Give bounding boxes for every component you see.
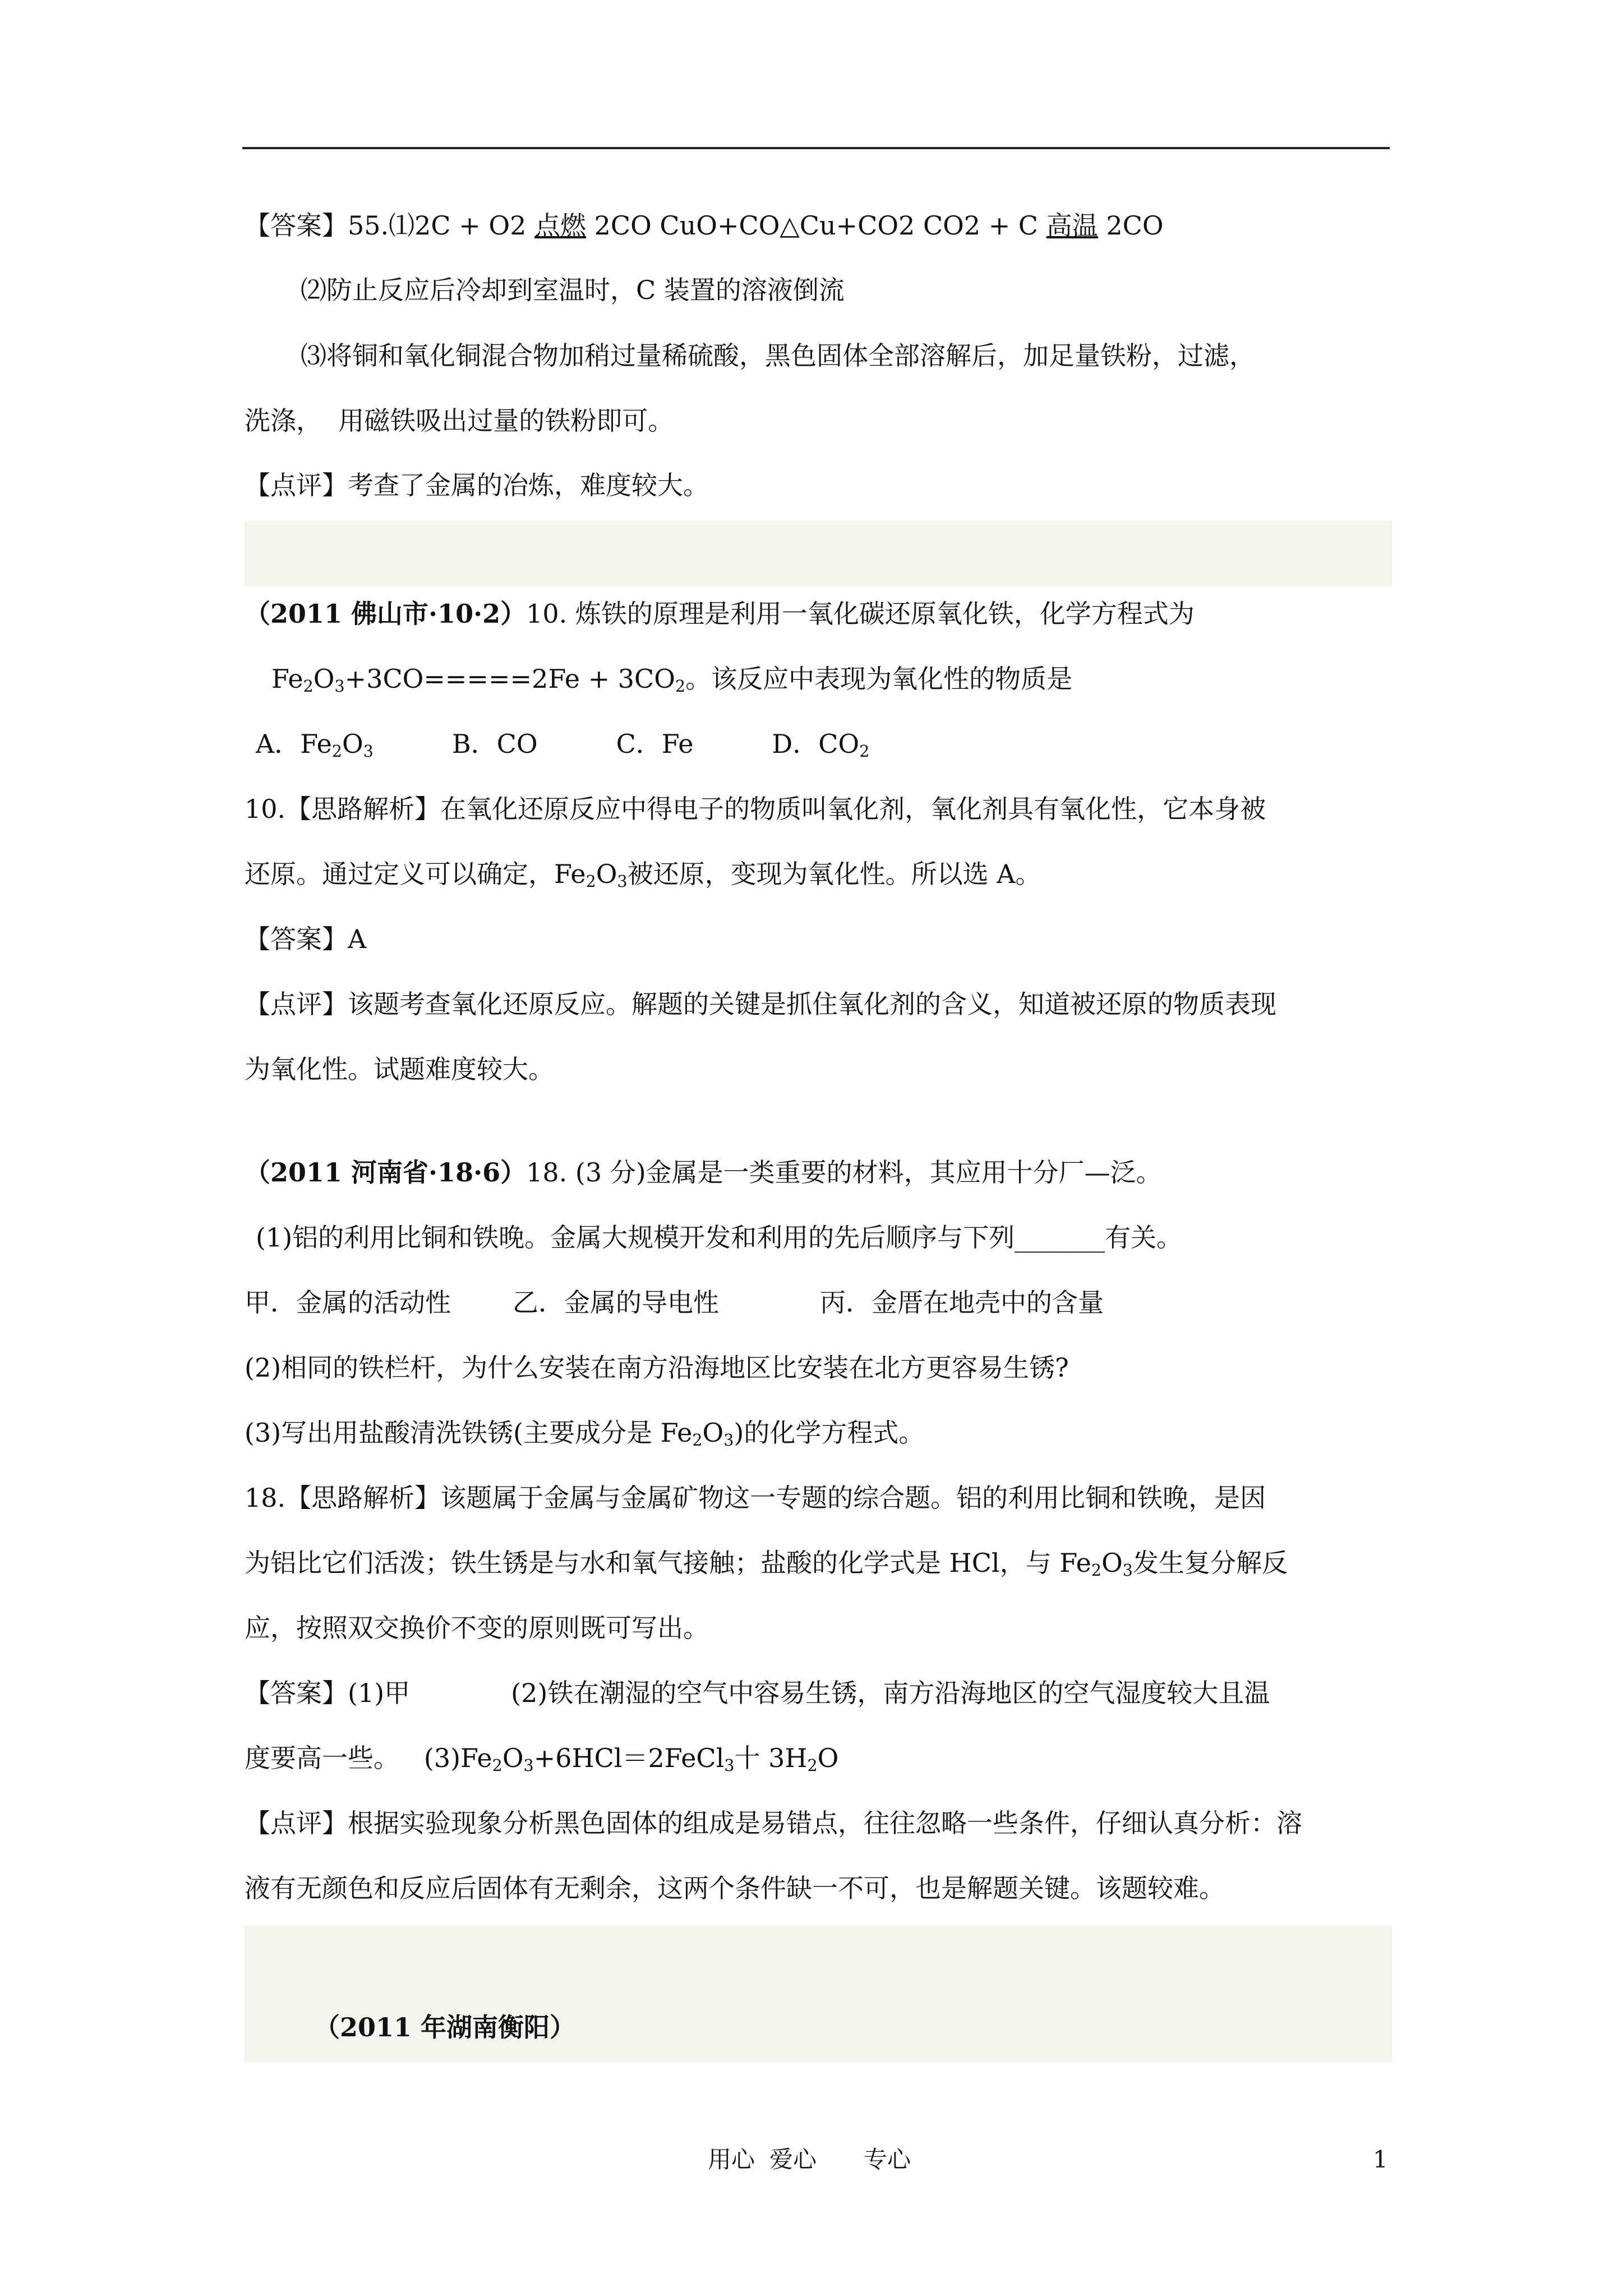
answer-55-equations: 【答案】55.⑴2C + O2 点燃 2CO CuO+CO△Cu+CO2 CO2 + C 高温 2CO xyxy=(245,210,1164,241)
next-question-source: （2011 年湖南衡阳） xyxy=(314,2012,576,2042)
footer-slogan-2: 爱心 xyxy=(769,2146,817,2173)
option-b: B．CO xyxy=(451,729,538,759)
question-10-analysis: 10.【思路解析】在氧化还原反应中得电子的物质叫氧化剂，氧化剂具有氧化性，它本身被 xyxy=(245,794,1266,824)
option-a: A．$Fe_2O_3$ xyxy=(256,729,374,761)
question-10-options xyxy=(256,727,869,769)
question-10-title: （2011 佛山市·10·2）10. 炼铁的原理是利用一氧化碳还原氧化铁，化学方程式为 xyxy=(245,599,1195,629)
header-rule xyxy=(242,147,1390,149)
question-18-choices xyxy=(245,1286,1104,1319)
choice-jia: 甲．金属的活动性 xyxy=(245,1287,451,1318)
option-c: C．Fe xyxy=(616,729,694,759)
answer-55-part2: ⑵防止反应后冷却到室温时，C 装置的溶液倒流 xyxy=(301,275,845,305)
question-18-answer: 【答案】(1)甲 (2)铁在潮湿的空气中容易生锈，南方沿海地区的空气湿度较大且温 xyxy=(245,1678,1270,1708)
question-10-review: 【点评】该题考查氧化还原反应。解题的关键是抓住氧化剂的含义，知道被还原的物质表现 xyxy=(245,989,1276,1019)
highlight-band xyxy=(245,521,1392,587)
review-55: 【点评】考查了金属的冶炼，难度较大。 xyxy=(245,470,709,500)
answer-blank: _______ xyxy=(1015,1222,1105,1253)
choice-yi: 乙．金属的导电性 xyxy=(513,1287,719,1318)
question-18-part3: (3)写出用盐酸清洗铁锈(主要成分是 $Fe_2O_3$)的化学方程式。 xyxy=(245,1418,925,1450)
question-10-review-cont: 为氧化性。试题难度较大。 xyxy=(245,1054,554,1084)
question-10-equation: $Fe_2O_3+3CO=====2Fe + 3CO_2$。该反应中表现为氧化性的物质是 xyxy=(271,664,1073,696)
question-18-analysis-end: 应，按照双交换价不变的原则既可写出。 xyxy=(245,1613,709,1643)
choice-bing: 丙．金厝在地壳中的含量 xyxy=(820,1287,1104,1318)
answer-55-part3-cont: 洗涤， 用磁铁吸出过量的铁粉即可。 xyxy=(245,406,674,436)
question-source: （2011 河南省·18·6） xyxy=(245,1157,527,1188)
question-source: （2011 佛山市·10·2） xyxy=(245,599,527,629)
question-18-analysis-cont: 为铝比它们活泼；铁生锈是与水和氧气接触；盐酸的化学式是 HCl，与 $Fe_2O_3$发生复分解反 xyxy=(245,1548,1288,1580)
question-10-answer: 【答案】A xyxy=(245,924,367,954)
question-18-analysis: 18.【思路解析】该题属于金属与金属矿物这一专题的综合题。铝的利用比铜和铁晚，是因 xyxy=(245,1483,1266,1513)
question-18-part2: (2)相同的铁栏杆，为什么安装在南方沿海地区比安装在北方更容易生锈? xyxy=(245,1352,1069,1383)
option-d: D．$CO_2$ xyxy=(772,729,870,761)
question-10-analysis-cont: 还原。通过定义可以确定，$Fe_2O_3$被还原，变现为氧化性。所以选 A。 xyxy=(245,859,1041,891)
question-18-title: （2011 河南省·18·6）18. (3 分)金属是一类重要的材料，其应用十分厂—泛。 xyxy=(245,1157,1162,1188)
footer-slogan-3: 专心 xyxy=(864,2146,911,2173)
question-18-answer-cont: 度要高一些。 $(3)Fe_2O_3+6HCl=2FeCl_3$十 $3H_2O$ xyxy=(245,1743,839,1775)
footer-slogan-1: 用心 xyxy=(708,2146,755,2173)
question-18-review: 【点评】根据实验现象分析黑色固体的组成是易错点，往往忽略一些条件，仔细认真分析：溶 xyxy=(245,1808,1302,1838)
question-18-part1: (1)铝的利用比铜和铁晚。金属大规模开发和利用的先后顺序与下列_______有关。 xyxy=(256,1222,1183,1253)
question-18-review-cont: 液有无颜色和反应后固体有无剩余，这两个条件缺一不可，也是解题关键。该题较难。 xyxy=(245,1873,1225,1903)
answer-55-part3: ⑶将铜和氧化铜混合物加稍过量稀硫酸，黑色固体全部溶解后，加足量铁粉，过滤， xyxy=(301,341,1255,371)
page-number: 1 xyxy=(1373,2146,1388,2173)
